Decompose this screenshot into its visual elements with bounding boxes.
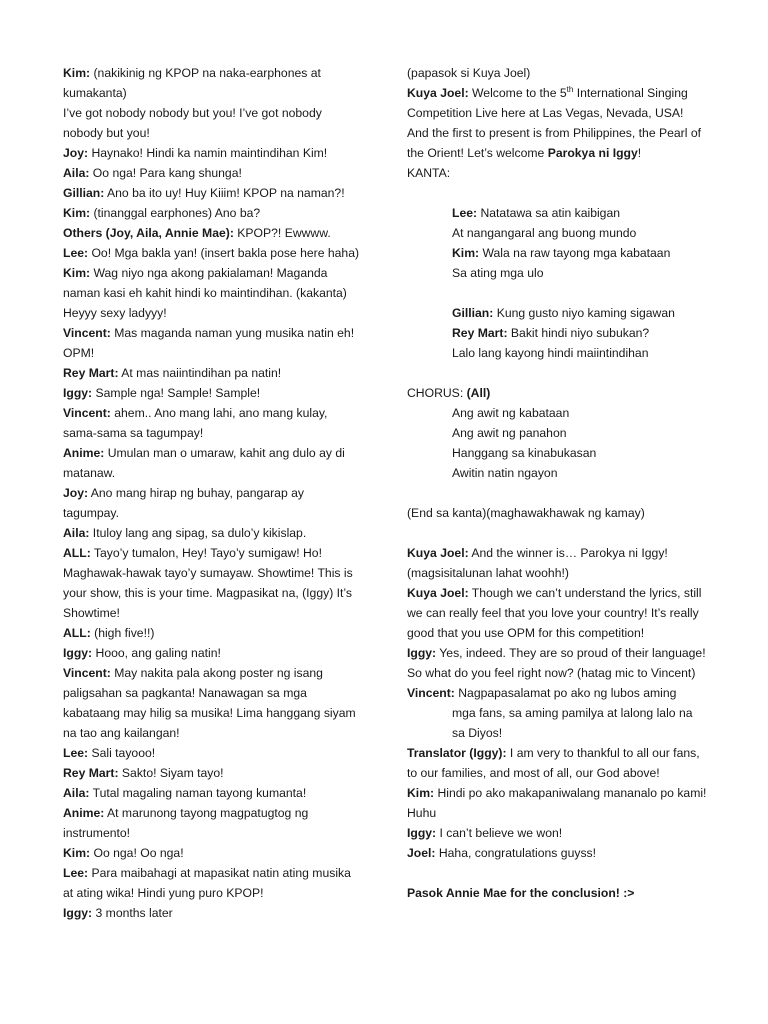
line-text: Umulan man o umaraw, kahit ang dulo ay di matanaw. [63, 446, 345, 480]
script-line [63, 623, 363, 643]
line-text: Awitin natin ngayon [452, 466, 558, 480]
speaker-name: Aila: [63, 786, 90, 800]
script-line [63, 383, 363, 403]
line-text: Natatawa sa atin kaibigan [477, 206, 621, 220]
script-line [63, 103, 363, 143]
line-text: (high five!!) [90, 626, 155, 640]
speaker-name: Lee: [452, 206, 478, 220]
script-line [407, 223, 707, 243]
script-line [407, 783, 707, 823]
script-line [63, 243, 363, 263]
line-text: Wag niyo nga akong pakialaman! Maganda naman kasi eh kahit hindi ko maintindihan. (kakanta) Heyyy sexy ladyyy! [63, 266, 347, 320]
line-text: Lalo lang kayong hindi maiintindihan [452, 346, 649, 360]
line-text: ahem.. Ano mang lahi, ano mang kulay, sama-sama sa tagumpay! [63, 406, 328, 440]
speaker-name: Vincent: [63, 326, 111, 340]
line-text: Though we can’t understand the lyrics, still we can really feel that you love your country! It’s really good that you use OPM for this competition! [407, 586, 702, 640]
script-line [63, 63, 363, 103]
script-line [63, 483, 363, 523]
speaker-name: Rey Mart: [452, 326, 508, 340]
speaker-name: Iggy: [63, 386, 93, 400]
script-line [63, 223, 363, 243]
line-text: Mas maganda naman yung musika natin eh! OPM! [63, 326, 355, 360]
line-text: Oo nga! Para kang shunga! [89, 166, 242, 180]
speaker-name: Gillian: [63, 186, 105, 200]
script-line [63, 863, 363, 903]
blank-line [407, 523, 707, 543]
speaker-name: Kuya Joel: [407, 586, 469, 600]
blank-line [407, 483, 707, 503]
line-text: May nakita pala akong poster ng isang paligsahan sa pagkanta! Nanawagan sa mga kabataang may hilig sa musika! Lima hanggang siyam na tao ang kailangan! [63, 666, 356, 740]
speaker-name: Anime: [63, 446, 105, 460]
script-line [407, 63, 707, 83]
line-text: Sali tayooo! [88, 746, 156, 760]
script-line [407, 843, 707, 863]
speaker-name: ALL: [63, 546, 91, 560]
script-line [407, 703, 707, 723]
script-line [63, 663, 363, 743]
line-text: Tutal magaling naman tayong kumanta! [89, 786, 307, 800]
line-text: (tinanggal earphones) Ano ba? [90, 206, 261, 220]
line-text: At marunong tayong magpatugtog ng instrumento! [63, 806, 309, 840]
line-text: ! [637, 146, 642, 160]
script-line [407, 583, 707, 643]
blank-line [407, 863, 707, 883]
speaker-name: ALL: [63, 626, 91, 640]
script-line [407, 243, 707, 263]
line-text: I can’t believe we won! [436, 826, 563, 840]
line-text: Hanggang sa kinabukasan [452, 446, 597, 460]
script-line [407, 463, 707, 483]
speaker-name: Lee: [63, 866, 89, 880]
line-text: Welcome to the 5 [468, 86, 567, 100]
speaker-name: Rey Mart: [63, 366, 119, 380]
speaker-name: Iggy: [63, 906, 93, 920]
line-text: Para maibahagi at mapasikat natin ating musika at ating wika! Hindi yung puro KPOP! [63, 866, 351, 900]
script-line [407, 683, 707, 703]
script-line [63, 203, 363, 223]
speaker-name: Kim: [63, 206, 91, 220]
script-line [63, 163, 363, 183]
speaker-name: Aila: [63, 166, 90, 180]
script-line [407, 383, 707, 403]
script-line [407, 163, 707, 183]
script-line [63, 323, 363, 363]
script-line [407, 823, 707, 843]
script-line [63, 803, 363, 843]
line-text: I am very to thankful to all our fans, to our families, and most of all, our God above! [407, 746, 700, 780]
script-line [63, 543, 363, 623]
line-text: Nagpapasalamat po ako ng lubos aming [454, 686, 677, 700]
speaker-name: Rey Mart: [63, 766, 119, 780]
speaker-name: Kim: [63, 266, 91, 280]
line-text: At mas naiintindihan pa natin! [118, 366, 282, 380]
script-line [63, 743, 363, 763]
speaker-name: Iggy: [407, 646, 437, 660]
line-text: Wala na raw tayong mga kabataan [479, 246, 671, 260]
speaker-name: Kim: [63, 66, 91, 80]
script-line [407, 643, 707, 683]
script-line [63, 903, 363, 923]
script-line [63, 523, 363, 543]
line-text: (End sa kanta)(maghawakhawak ng kamay) [407, 506, 645, 520]
speaker-name: Kim: [407, 786, 435, 800]
script-line [63, 403, 363, 443]
script-line [407, 543, 707, 583]
line-text: Ano mang hirap ng buhay, pangarap ay tagumpay. [63, 486, 304, 520]
blank-line [407, 363, 707, 383]
line-text: Hindi po ako makapaniwalang mananalo po kami! Huhu [407, 786, 707, 820]
script-line [63, 443, 363, 483]
script-line [407, 723, 707, 743]
line-text: Haha, congratulations guyss! [435, 846, 597, 860]
script-line [407, 343, 707, 363]
line-text: Tayo’y tumalon, Hey! Tayo’y sumigaw! Ho! Maghawak-hawak tayo’y sumayaw. Showtime! This is your show, this is your time. Magpasikat na, (Iggy) It’s Showtime! [63, 546, 353, 620]
line-text: Sample nga! Sample! Sample! [92, 386, 261, 400]
script-line [407, 403, 707, 423]
line-text: I’ve got nobody nobody but you! I’ve got nobody nobody but you! [63, 106, 322, 140]
line-text: (nakikinig ng KPOP na naka-earphones at kumakanta) [63, 66, 321, 100]
speaker-name: Iggy: [407, 826, 437, 840]
line-text: And the winner is… Parokya ni Iggy! (magsisitalunan lahat woohh!) [407, 546, 668, 580]
script-line [407, 263, 707, 283]
group-name: Parokya ni Iggy [547, 146, 638, 160]
script-line [407, 303, 707, 323]
line-text: Yes, indeed. They are so proud of their language! So what do you feel right now? (hatag mic to Vincent) [407, 646, 706, 680]
script-line [407, 743, 707, 783]
speaker-name: (All) [466, 386, 491, 400]
speaker-name: Others (Joy, Aila, Annie Mae): [63, 226, 234, 240]
speaker-name: Vincent: [407, 686, 455, 700]
line-text: (papasok si Kuya Joel) [407, 66, 531, 80]
speaker-name: Iggy: [63, 646, 93, 660]
line-text: Ituloy lang ang sipag, sa dulo’y kikislap. [89, 526, 307, 540]
script-line [63, 263, 363, 323]
speaker-name: Translator (Iggy): [407, 746, 507, 760]
speaker-name: Kim: [452, 246, 480, 260]
blank-line [407, 183, 707, 203]
speaker-name: Gillian: [452, 306, 494, 320]
script-line [63, 643, 363, 663]
blank-line [407, 283, 707, 303]
speaker-name: Joel: [407, 846, 436, 860]
superscript: th [566, 84, 574, 94]
speaker-name: Kuya Joel: [407, 86, 469, 100]
line-text: Oo nga! Oo nga! [90, 846, 184, 860]
line-text: Ang awit ng panahon [452, 426, 567, 440]
script-line [407, 83, 707, 163]
script-line [407, 443, 707, 463]
speaker-name: Kuya Joel: [407, 546, 469, 560]
script-line [63, 783, 363, 803]
line-text: KANTA: [407, 166, 451, 180]
line-text: sa Diyos! [452, 726, 503, 740]
script-line [63, 183, 363, 203]
script-line [407, 423, 707, 443]
line-text: Ano ba ito uy! Huy Kiiim! KPOP na naman?! [104, 186, 345, 200]
line-text: Haynako! Hindi ka namin maintindihan Kim! [88, 146, 328, 160]
line-text: 3 months later [92, 906, 173, 920]
line-text: International Singing Competition Live here at Las Vegas, Nevada, USA! And the first to present is from Philippines, the Pearl of the Orient! Let’s welcome [407, 86, 701, 160]
speaker-name: Vincent: [63, 406, 111, 420]
line-text: CHORUS: [407, 386, 467, 400]
script-line [63, 763, 363, 783]
line-text: Ang awit ng kabataan [452, 406, 570, 420]
script-line [407, 503, 707, 523]
line-text: KPOP?! Ewwww. [233, 226, 331, 240]
speaker-name: Joy: [63, 486, 89, 500]
right-column [407, 63, 707, 903]
script-line [407, 323, 707, 343]
speaker-name: Lee: [63, 746, 89, 760]
script-line [63, 843, 363, 863]
line-text: Bakit hindi niyo subukan? [507, 326, 650, 340]
speaker-name: Pasok Annie Mae for the conclusion! :> [407, 886, 635, 900]
line-text: Oo! Mga bakla yan! (insert bakla pose here haha) [88, 246, 360, 260]
speaker-name: Vincent: [63, 666, 111, 680]
line-text: Sa ating mga ulo [452, 266, 544, 280]
script-line [63, 363, 363, 383]
speaker-name: Aila: [63, 526, 90, 540]
script-line [407, 883, 707, 903]
line-text: Hooo, ang galing natin! [92, 646, 221, 660]
script-line [63, 143, 363, 163]
line-text: At nangangaral ang buong mundo [452, 226, 637, 240]
speaker-name: Lee: [63, 246, 89, 260]
left-column [63, 63, 363, 923]
line-text: Kung gusto niyo kaming sigawan [493, 306, 675, 320]
speaker-name: Anime: [63, 806, 105, 820]
speaker-name: Joy: [63, 146, 89, 160]
script-line [407, 203, 707, 223]
line-text: mga fans, sa aming pamilya at lalong lalo na [452, 706, 693, 720]
line-text: Sakto! Siyam tayo! [118, 766, 224, 780]
speaker-name: Kim: [63, 846, 91, 860]
